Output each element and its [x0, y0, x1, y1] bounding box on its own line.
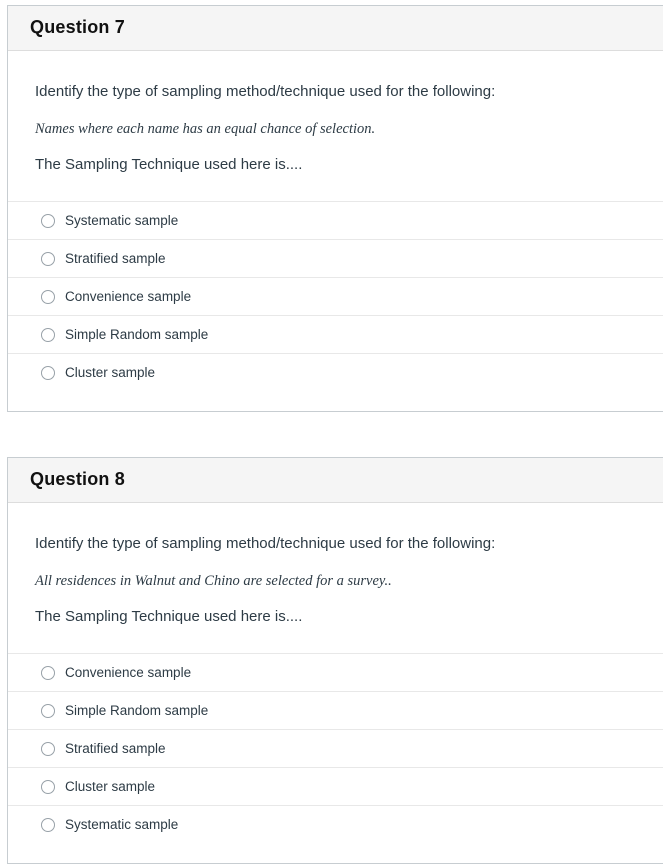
answer-option[interactable] [8, 201, 663, 239]
question-7-text [8, 83, 663, 174]
question-8-text [8, 535, 663, 626]
option-label: Stratified sample [65, 251, 166, 266]
question-title: Question 8 [30, 469, 126, 489]
answer-option[interactable] [8, 729, 663, 767]
radio-button[interactable] [41, 742, 55, 756]
radio-button[interactable] [41, 704, 55, 718]
answer-option[interactable] [8, 277, 663, 315]
question-prompt: Identify the type of sampling method/technique used for the following: [35, 535, 496, 552]
question-prompt: Identify the type of sampling method/technique used for the following: [35, 83, 496, 100]
answer-option[interactable] [8, 239, 663, 277]
option-label: Simple Random sample [65, 327, 209, 342]
answer-options-q8 [8, 653, 663, 863]
question-card-8 [7, 457, 663, 864]
question-8-header [8, 458, 663, 503]
answer-option[interactable] [8, 315, 663, 353]
answer-option[interactable] [8, 353, 663, 391]
option-label: Cluster sample [65, 779, 156, 794]
option-label: Convenience sample [65, 665, 192, 680]
option-label: Systematic sample [65, 817, 179, 832]
question-scenario: Names where each name has an equal chance of selection. [35, 121, 376, 137]
question-lead: The Sampling Technique used here is.... [35, 156, 303, 173]
answer-option[interactable] [8, 805, 663, 843]
radio-button[interactable] [41, 666, 55, 680]
answer-option[interactable] [8, 653, 663, 691]
answer-option[interactable] [8, 767, 663, 805]
question-7-header [8, 6, 663, 51]
option-label: Systematic sample [65, 213, 179, 228]
answer-options-q7 [8, 201, 663, 411]
option-label: Simple Random sample [65, 703, 209, 718]
radio-button[interactable] [41, 328, 55, 342]
radio-button[interactable] [41, 252, 55, 266]
answer-option[interactable] [8, 691, 663, 729]
question-scenario: All residences in Walnut and Chino are selected for a survey.. [35, 573, 392, 589]
option-label: Convenience sample [65, 289, 192, 304]
question-7-body [8, 51, 663, 411]
radio-button[interactable] [41, 780, 55, 794]
question-title: Question 7 [30, 17, 126, 37]
question-8-body [8, 503, 663, 863]
radio-button[interactable] [41, 214, 55, 228]
question-lead: The Sampling Technique used here is.... [35, 608, 303, 625]
option-label: Cluster sample [65, 365, 156, 380]
radio-button[interactable] [41, 366, 55, 380]
radio-button[interactable] [41, 818, 55, 832]
option-label: Stratified sample [65, 741, 166, 756]
question-card-7 [7, 5, 663, 412]
radio-button[interactable] [41, 290, 55, 304]
